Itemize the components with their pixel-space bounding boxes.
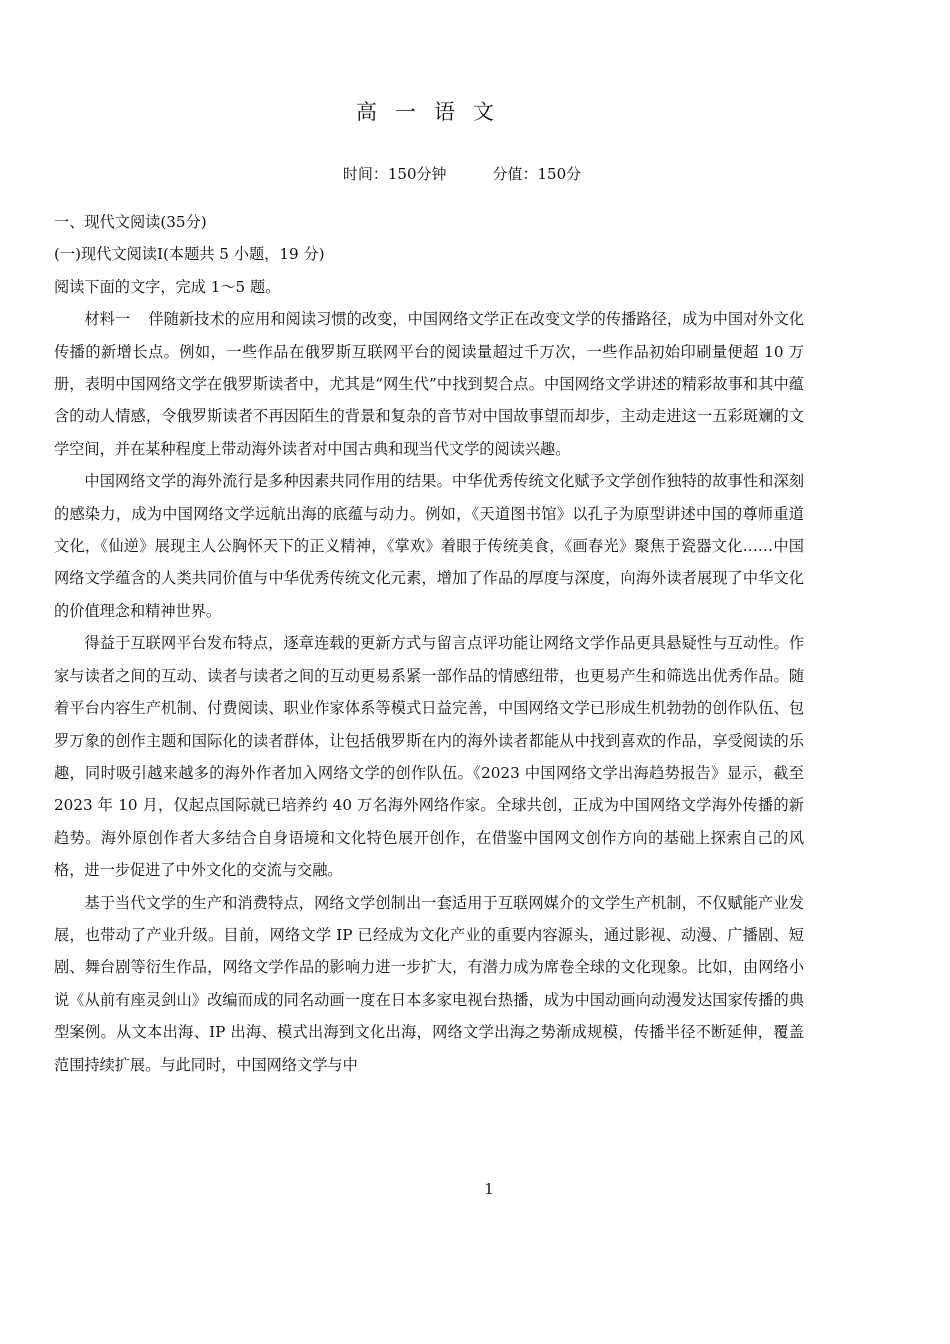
material-label: 材料一	[84, 310, 131, 329]
reading-instruction: 阅读下面的文字，完成 1～5 题。	[54, 277, 281, 296]
section-heading: 一、现代文阅读(35分)	[54, 213, 207, 231]
passage-paragraph-3: 得益于互联网平台发布特点，逐章连载的更新方式与留言点评功能让网络文学作品更具悬疑性与互动性。作家与读者之间的互动、读者与读者之间的互动更易系紧一部作品的情感纽带，也更易产生和筛选出优秀作品。随着平台内容生产机制、付费阅读、职业作家体系等模式日益完善，中国网络文学已形成生机勃勃的创作队伍、包罗万象的创作主题和国际化的读者群体，让包括俄罗斯在内的海外读者都能从中找到喜欢的作品，享受阅读的乐趣，同时吸引越来越多的海外作者加入网络文学的创作队伍。《2023 中国网络文学出海趋势报告》显示，截至 2023 年 10 月，仅起点国际就已培养约 40 万名海外网络作家。全球共创，正成为中国网络文学海外传播的新趋势。海外原创作者大多结合自身语境和文化特色展开创作，在借鉴中国网文创作方向的基础上探索自己的风格，进一步促进了中外文化的交流与交融。	[54, 634, 804, 880]
time-limit: 时间：150分钟	[342, 165, 447, 183]
exam-content	[54, 206, 804, 1081]
passage-paragraph-1	[54, 303, 804, 465]
exam-info	[0, 163, 924, 184]
page-title: 高一语文	[356, 100, 512, 124]
passage-paragraph-4: 基于当代文学的生产和消费特点，网络文学创制出一套适用于互联网媒介的文学生产机制，不仅赋能产业发展，也带动了产业升级。目前，网络文学 IP 已经成为文化产业的重要内容源头，通过影视、动漫、广播剧、短剧、舞台剧等衍生作品，网络文学作品的影响力进一步扩大，有潜力成为席卷全球的文化现象。比如，由网络小说《从前有座灵剑山》改编而成的同名动画一度在日本多家电视台热播，成为中国动画向动漫发达国家传播的典型案例。从文本出海、IP 出海、模式出海到文化出海，网络文学出海之势渐成规模，传播半径不断延伸，覆盖范围持续扩展。与此同时，中国网络文学与中	[54, 893, 804, 1074]
paragraph-text: 伴随新技术的应用和阅读习惯的改变，中国网络文学正在改变文学的传播路径，成为中国对外文化传播的新增长点。例如，一些作品在俄罗斯互联网平台的阅读量超过千万次，一些作品初始印刷量便超 10 万册，表明中国网络文学在俄罗斯读者中，尤其是“网生代”中找到契合点。中国网络文学讲述的精彩故事和其中蕴含的动人情感，令俄罗斯读者不再因陌生的背景和复杂的音节对中国故事望而却步，主动走进这一五彩斑斓的文学空间，并在某种程度上带动海外读者对中国古典和现当代文学的阅读兴趣。	[54, 310, 805, 458]
subsection-heading: (一)现代文阅读Ⅰ(本题共 5 小题，19 分)	[54, 245, 325, 264]
total-score: 分值：150分	[492, 165, 582, 183]
passage-paragraph-2: 中国网络文学的海外流行是多种因素共同作用的结果。中华优秀传统文化赋予文学创作独特的故事性和深刻的感染力，成为中国网络文学远航出海的底蕴与动力。例如，《天道图书馆》以孔子为原型讲述中国的尊师重道文化，《仙逆》展现主人公胸怀天下的正义精神，《掌欢》着眼于传统美食，《画春光》聚焦于瓷器文化……中国网络文学蕴含的人类共同价值与中华优秀传统文化元素，增加了作品的厚度与深度，向海外读者展现了中华文化的价值理念和精神世界。	[54, 472, 804, 620]
page-number: 1	[484, 1180, 494, 1198]
